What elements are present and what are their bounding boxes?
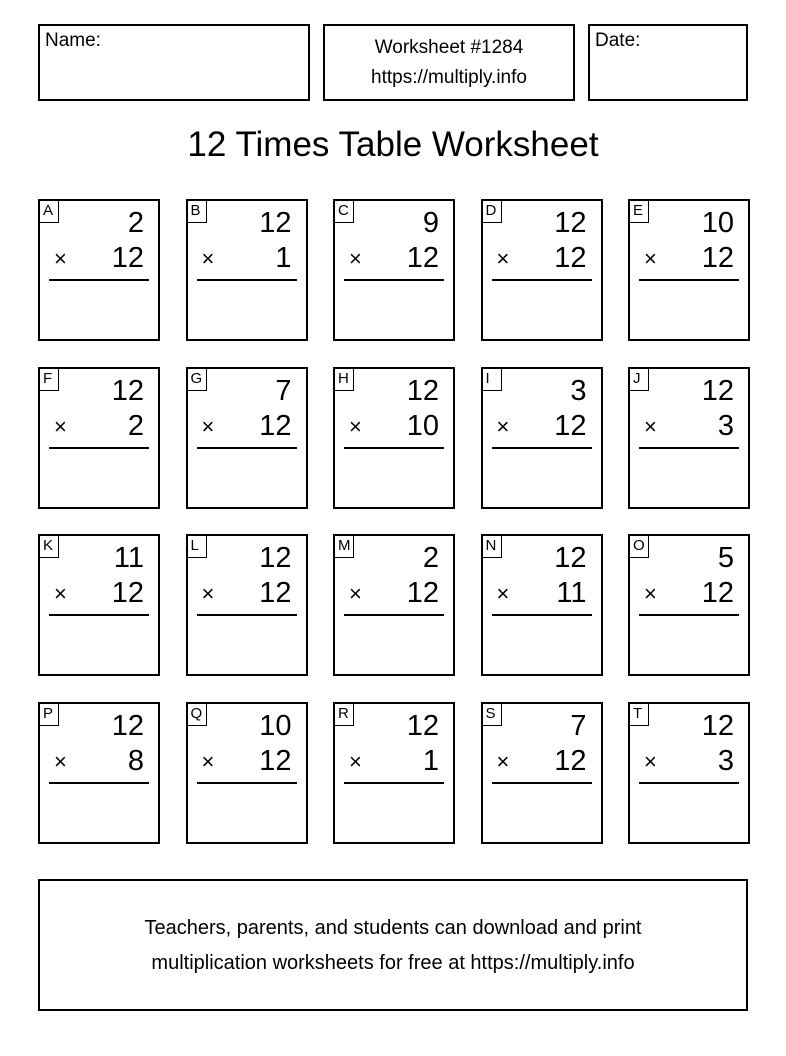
problem-top-number: 12 [259, 542, 292, 574]
answer-line [492, 782, 592, 784]
problem-card[interactable] [333, 534, 455, 676]
answer-line [492, 614, 592, 616]
problem-letter: B [188, 201, 207, 223]
problem-top-number: 12 [111, 374, 144, 407]
name-label: Name: [45, 30, 101, 51]
problem-bottom-number: 1 [422, 744, 439, 777]
multiply-sign: × [644, 246, 657, 271]
problem-card[interactable] [333, 367, 455, 509]
problem-letter: O [630, 536, 649, 558]
problem-top-number: 10 [259, 709, 292, 742]
answer-line [492, 279, 592, 281]
answer-line [639, 279, 739, 281]
problem-bottom-number: 12 [554, 409, 587, 442]
worksheet-number: Worksheet #1284 [374, 37, 524, 58]
multiply-sign: × [496, 581, 510, 606]
multiply-sign: × [349, 748, 362, 774]
problem-letter: E [630, 201, 649, 223]
problem-top-number: 2 [127, 207, 144, 239]
problem-top-number: 9 [422, 207, 439, 239]
problem-card[interactable] [481, 534, 603, 676]
problem-bottom-number: 12 [406, 577, 439, 609]
answer-line [639, 614, 739, 616]
problem-letter: I [483, 369, 502, 391]
problem-top-number: 12 [406, 709, 439, 742]
problem-bottom-number: 12 [259, 577, 292, 609]
problem-letter: K [40, 536, 59, 558]
answer-line [49, 782, 149, 784]
problem-card[interactable] [333, 199, 455, 341]
answer-line [49, 614, 149, 616]
problem-bottom-number: 12 [701, 577, 734, 609]
multiply-sign: × [644, 748, 657, 774]
problem-bottom-number: 12 [554, 242, 587, 274]
problem-top-number: 7 [275, 374, 292, 407]
problem-card[interactable] [186, 367, 308, 509]
problem-bottom-number: 8 [127, 744, 144, 777]
multiply-sign: × [54, 413, 67, 439]
footer-text-line-1: Teachers, parents, and students can download and print [144, 917, 642, 939]
footer-box [38, 879, 748, 1011]
problem-card[interactable] [38, 367, 160, 509]
problem-grid [38, 199, 750, 844]
problem-letter: F [40, 369, 59, 391]
problem-bottom-number: 12 [406, 242, 439, 274]
problem-card[interactable] [628, 534, 750, 676]
date-label: Date: [595, 30, 641, 51]
footer-text-line-2: multiplication worksheets for free at https://multiply.info [151, 952, 635, 974]
problem-top-number: 12 [701, 709, 734, 742]
multiply-sign: × [349, 413, 362, 439]
multiply-sign: × [201, 246, 215, 271]
multiply-sign: × [54, 581, 67, 606]
multiply-sign: × [349, 246, 362, 271]
problem-card[interactable] [628, 367, 750, 509]
multiply-sign: × [496, 246, 510, 271]
multiply-sign: × [201, 413, 215, 439]
answer-line [344, 614, 444, 616]
problem-top-number: 5 [717, 542, 734, 574]
problem-top-number: 12 [554, 207, 587, 239]
problem-letter: A [40, 201, 59, 223]
problem-card[interactable] [186, 702, 308, 844]
worksheet-info-box [323, 24, 575, 101]
multiply-sign: × [496, 748, 510, 774]
problem-bottom-number: 12 [554, 744, 587, 777]
problem-bottom-number: 12 [111, 577, 144, 609]
problem-bottom-number: 12 [701, 242, 734, 274]
problem-top-number: 12 [701, 374, 734, 407]
multiply-sign: × [644, 413, 657, 439]
problem-card[interactable] [628, 199, 750, 341]
answer-line [197, 614, 297, 616]
page-title: 12 Times Table Worksheet [187, 125, 599, 164]
multiply-sign: × [349, 581, 362, 606]
problem-letter: R [335, 704, 354, 726]
answer-line [344, 279, 444, 281]
problem-card[interactable] [333, 702, 455, 844]
problem-card[interactable] [38, 702, 160, 844]
name-field[interactable] [38, 24, 310, 101]
problem-letter: J [630, 369, 649, 391]
answer-line [49, 447, 149, 449]
problem-letter: N [483, 536, 502, 558]
answer-line [639, 447, 739, 449]
problem-card[interactable] [481, 199, 603, 341]
problem-bottom-number: 3 [717, 744, 734, 777]
problem-bottom-number: 2 [127, 409, 144, 442]
problem-bottom-number: 1 [275, 242, 292, 274]
answer-line [49, 279, 149, 281]
problem-letter: G [188, 369, 207, 391]
answer-line [639, 782, 739, 784]
answer-line [492, 447, 592, 449]
multiply-sign: × [496, 413, 510, 439]
answer-line [197, 782, 297, 784]
problem-top-number: 12 [406, 374, 439, 407]
problem-card[interactable] [38, 199, 160, 341]
problem-top-number: 11 [113, 542, 144, 574]
problem-card[interactable] [481, 367, 603, 509]
problem-letter: Q [188, 704, 207, 726]
problem-letter: S [483, 704, 502, 726]
problem-top-number: 12 [259, 207, 292, 239]
problem-letter: C [335, 201, 354, 223]
problem-letter: H [335, 369, 354, 391]
problem-top-number: 10 [701, 207, 734, 239]
problem-card[interactable] [38, 534, 160, 676]
answer-line [197, 279, 297, 281]
answer-line [344, 782, 444, 784]
problem-letter: M [335, 536, 354, 558]
multiply-sign: × [54, 246, 67, 271]
problem-card[interactable] [186, 534, 308, 676]
multiply-sign: × [201, 581, 215, 606]
date-field[interactable] [588, 24, 748, 101]
problem-card[interactable] [186, 199, 308, 341]
problem-card[interactable] [481, 702, 603, 844]
problem-card[interactable] [628, 702, 750, 844]
problem-bottom-number: 11 [556, 577, 587, 609]
problem-bottom-number: 3 [717, 409, 734, 442]
worksheet-url: https://multiply.info [371, 67, 527, 88]
multiply-sign: × [201, 748, 215, 774]
problem-letter: D [483, 201, 502, 223]
multiply-sign: × [54, 748, 67, 774]
problem-bottom-number: 12 [259, 409, 292, 442]
multiply-sign: × [644, 581, 657, 606]
problem-bottom-number: 12 [111, 242, 144, 274]
answer-line [197, 447, 297, 449]
problem-top-number: 2 [422, 542, 439, 574]
problem-top-number: 7 [570, 709, 587, 742]
problem-top-number: 12 [111, 709, 144, 742]
problem-top-number: 12 [554, 542, 587, 574]
problem-top-number: 3 [570, 374, 587, 407]
problem-letter: L [188, 536, 207, 558]
answer-line [344, 447, 444, 449]
problem-letter: P [40, 704, 59, 726]
problem-bottom-number: 12 [259, 744, 292, 777]
problem-bottom-number: 10 [406, 409, 439, 442]
problem-letter: T [630, 704, 649, 726]
